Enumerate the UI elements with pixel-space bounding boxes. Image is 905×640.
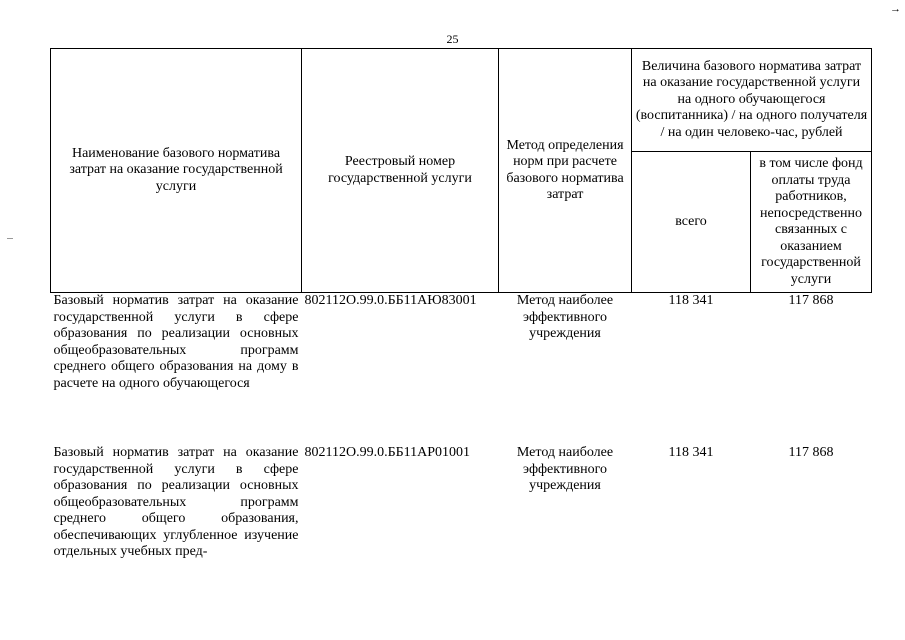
header-service-name: Наименование базового норматива затрат на оказание государственной услуги: [51, 49, 302, 293]
cell-registry-number: 802112О.99.0.ББ11АЮ83001: [304, 293, 477, 308]
header-method: Метод определения норм при расчете базового норматива затрат: [499, 49, 632, 293]
cell-total: 118 341: [668, 445, 714, 460]
cell-service-name: Базовый норматив затрат на оказание государственной услуги в сфере образования по реализации основных общеобразовательных программ среднего общего образования, обеспечивающих углубленное изучение отдельных учебных пред-: [53, 445, 299, 559]
margin-mark: [7, 238, 13, 245]
table-header: [51, 49, 872, 293]
table-row: [51, 293, 872, 446]
cell-method: Метод наиболее эффективного учреждения: [516, 445, 614, 493]
table-body: [51, 293, 872, 574]
norms-table: [50, 48, 872, 573]
table-row: [51, 445, 872, 573]
cell-method: Метод наиболее эффективного учреждения: [516, 293, 614, 341]
cell-wage-fund: 117 868: [788, 445, 834, 460]
header-registry-number: Реестровый номер государственной услуги: [302, 49, 499, 293]
corner-mark: →: [890, 3, 901, 15]
header-total: всего: [632, 152, 751, 293]
page-number: 25: [446, 32, 459, 46]
header-value-group: Величина базового норматива затрат на оказание государственной услуги на одного обучающегося (воспитанника) / на одного получателя / на один человеко-час, рублей: [632, 49, 872, 152]
cell-registry-number: 802112О.99.0.ББ11АР01001: [304, 445, 471, 460]
cell-total: 118 341: [668, 293, 714, 308]
cell-service-name: Базовый норматив затрат на оказание государственной услуги в сфере образования по реализации основных общеобразовательных программ среднего общего образования на дому в расчете на одного обучающегося: [53, 293, 299, 391]
header-wage-fund: в том числе фонд оплаты труда работников, непосредственно связанных с оказанием государственной услуги: [751, 152, 872, 293]
cell-wage-fund: 117 868: [788, 293, 834, 308]
